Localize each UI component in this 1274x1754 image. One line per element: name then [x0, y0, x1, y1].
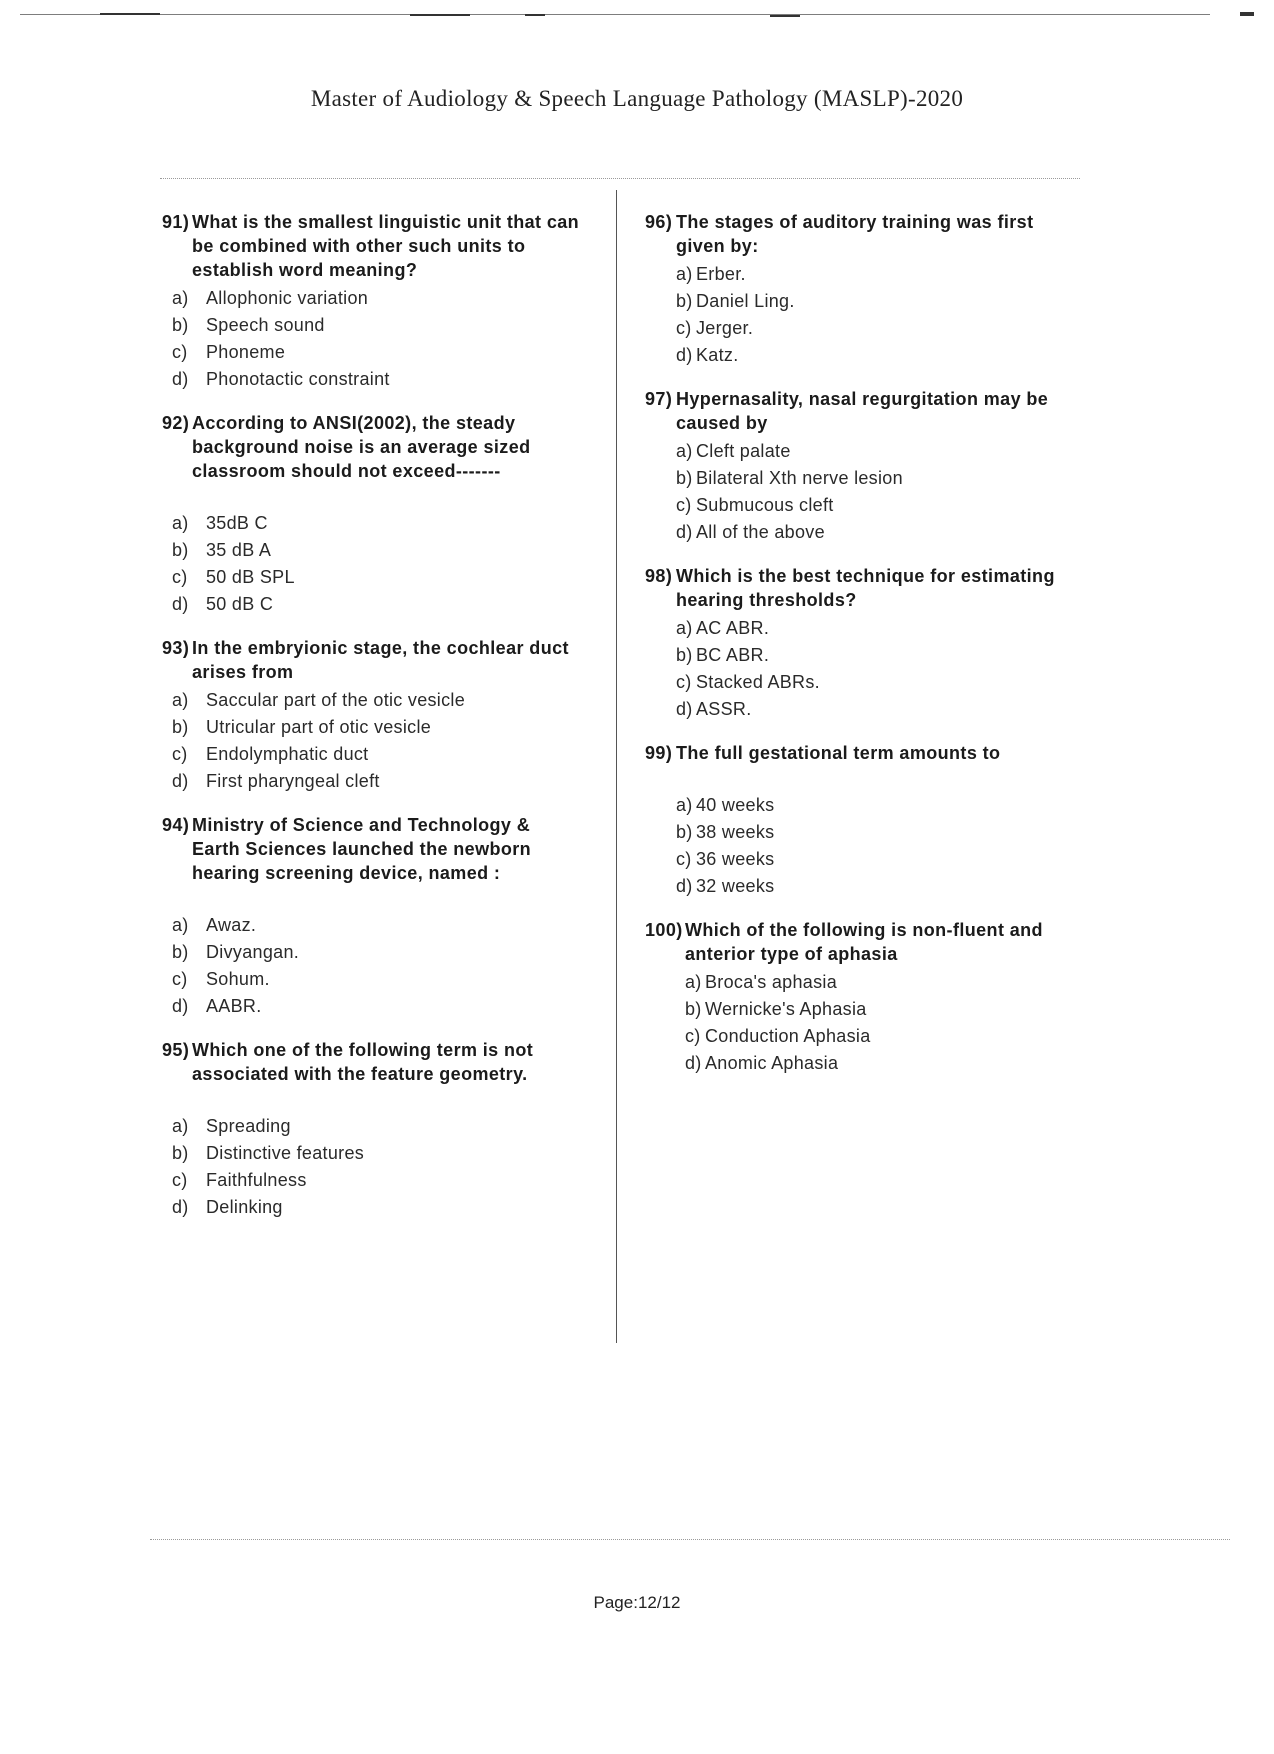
- option-letter: c): [172, 744, 188, 764]
- page-title: Master of Audiology & Speech Language Pathology (MASLP)-2020: [310, 86, 964, 111]
- answer-option: [172, 537, 582, 564]
- question-stem: [162, 411, 582, 483]
- option-letter: a): [172, 915, 189, 935]
- answer-option: [172, 687, 582, 714]
- answer-options: [162, 510, 582, 618]
- answer-option: [676, 819, 1085, 846]
- option-text: Utricular part of otic vesicle: [206, 717, 432, 737]
- question-text: Ministry of Science and Technology & Earth Sciences launched the newborn hearing screening device, named :: [192, 815, 532, 883]
- answer-option: [676, 792, 1085, 819]
- answer-option: [676, 342, 1085, 369]
- answer-option: [676, 846, 1085, 873]
- answer-options: [645, 969, 1085, 1077]
- scan-border-line: [20, 14, 1210, 15]
- option-text: AC ABR.: [696, 618, 770, 638]
- option-text: Broca's aphasia: [705, 972, 838, 992]
- answer-option: [172, 1167, 582, 1194]
- option-text: Awaz.: [206, 915, 257, 935]
- question-item: [645, 741, 1085, 900]
- question-number: 100): [645, 920, 683, 940]
- option-letter: d): [172, 1197, 189, 1217]
- option-letter: b): [172, 942, 189, 962]
- option-text: 35 dB A: [206, 540, 272, 560]
- option-letter: a): [172, 1116, 189, 1136]
- option-letter: d): [685, 1053, 702, 1073]
- question-text: In the embryionic stage, the cochlear duct arises from: [192, 638, 569, 682]
- option-text: Divyangan.: [206, 942, 300, 962]
- answer-option: [676, 288, 1085, 315]
- option-text: 50 dB C: [206, 594, 274, 614]
- option-letter: b): [685, 999, 702, 1019]
- answer-option: [676, 642, 1085, 669]
- option-text: ASSR.: [696, 699, 752, 719]
- question-item: [162, 411, 582, 618]
- answer-options: [162, 687, 582, 795]
- answer-options: [645, 792, 1085, 900]
- column-divider: [616, 190, 617, 1343]
- option-text: 35dB C: [206, 513, 268, 533]
- option-letter: a): [172, 513, 189, 533]
- option-letter: d): [172, 594, 189, 614]
- option-text: Phoneme: [206, 342, 286, 362]
- answer-options: [645, 438, 1085, 546]
- question-text: The full gestational term amounts to: [676, 743, 1001, 763]
- question-item: [645, 210, 1085, 369]
- option-letter: b): [172, 717, 189, 737]
- answer-option: [172, 564, 582, 591]
- option-letter: c): [172, 969, 188, 989]
- question-item: [162, 636, 582, 795]
- question-item: [645, 564, 1085, 723]
- question-stem: [162, 1038, 582, 1086]
- question-stem: [645, 564, 1085, 612]
- option-text: Stacked ABRs.: [696, 672, 820, 692]
- option-text: Speech sound: [206, 315, 325, 335]
- option-text: Erber.: [696, 264, 746, 284]
- question-stem: [162, 813, 582, 885]
- question-stem: [645, 210, 1085, 258]
- option-letter: c): [676, 495, 692, 515]
- option-letter: a): [676, 264, 693, 284]
- option-letter: d): [172, 771, 189, 791]
- option-text: Jerger.: [696, 318, 754, 338]
- answer-option: [172, 1113, 582, 1140]
- option-text: Submucous cleft: [696, 495, 834, 515]
- option-text: Sohum.: [206, 969, 270, 989]
- option-letter: b): [172, 1143, 189, 1163]
- scan-mark: [410, 14, 470, 16]
- header-divider: [160, 178, 1080, 179]
- question-item: [162, 1038, 582, 1221]
- question-stem: [645, 918, 1085, 966]
- option-letter: a): [676, 618, 693, 638]
- question-item: [162, 813, 582, 1020]
- question-item: [645, 387, 1085, 546]
- option-text: Phonotactic constraint: [206, 369, 390, 389]
- scan-mark: [100, 13, 160, 15]
- answer-option: [676, 696, 1085, 723]
- option-letter: d): [676, 522, 693, 542]
- question-number: 98): [645, 566, 673, 586]
- answer-option: [172, 591, 582, 618]
- answer-option: [685, 969, 1085, 996]
- answer-option: [172, 768, 582, 795]
- answer-option: [685, 1050, 1085, 1077]
- option-letter: d): [676, 345, 693, 365]
- option-text: Conduction Aphasia: [705, 1026, 871, 1046]
- option-letter: d): [676, 876, 693, 896]
- option-text: 40 weeks: [696, 795, 775, 815]
- answer-option: [676, 492, 1085, 519]
- option-letter: b): [172, 540, 189, 560]
- question-stem: [645, 387, 1085, 435]
- left-column: [162, 210, 582, 1239]
- option-letter: c): [172, 342, 188, 362]
- question-number: 94): [162, 815, 190, 835]
- option-letter: b): [676, 468, 693, 488]
- option-letter: b): [676, 822, 693, 842]
- answer-option: [685, 996, 1085, 1023]
- answer-option: [172, 312, 582, 339]
- answer-option: [172, 966, 582, 993]
- answer-option: [676, 873, 1085, 900]
- question-item: [162, 210, 582, 393]
- option-text: Allophonic variation: [206, 288, 369, 308]
- question-stem: [162, 210, 582, 282]
- question-text: According to ANSI(2002), the steady background noise is an average sized classroom should not exceed-------: [192, 413, 531, 481]
- answer-options: [162, 285, 582, 393]
- option-text: 32 weeks: [696, 876, 775, 896]
- option-letter: c): [676, 672, 692, 692]
- question-stem: [645, 741, 1085, 765]
- option-text: All of the above: [696, 522, 825, 542]
- question-number: 95): [162, 1040, 190, 1060]
- option-text: Bilateral Xth nerve lesion: [696, 468, 903, 488]
- option-text: Katz.: [696, 345, 739, 365]
- option-letter: d): [172, 996, 189, 1016]
- answer-option: [172, 993, 582, 1020]
- question-stem: [162, 636, 582, 684]
- option-text: 36 weeks: [696, 849, 775, 869]
- option-letter: d): [676, 699, 693, 719]
- answer-option: [172, 912, 582, 939]
- option-text: Delinking: [206, 1197, 283, 1217]
- option-text: AABR.: [206, 996, 262, 1016]
- answer-option: [172, 714, 582, 741]
- spacer: [162, 483, 582, 507]
- option-text: 38 weeks: [696, 822, 775, 842]
- option-letter: a): [685, 972, 702, 992]
- answer-option: [676, 438, 1085, 465]
- answer-options: [645, 615, 1085, 723]
- answer-option: [172, 366, 582, 393]
- spacer: [645, 765, 1085, 789]
- answer-option: [676, 669, 1085, 696]
- option-letter: a): [172, 690, 189, 710]
- option-letter: a): [676, 795, 693, 815]
- answer-option: [172, 1140, 582, 1167]
- answer-option: [676, 465, 1085, 492]
- answer-option: [676, 615, 1085, 642]
- option-text: Cleft palate: [696, 441, 791, 461]
- scan-mark: [525, 14, 545, 16]
- question-text: Which one of the following term is not associated with the feature geometry.: [192, 1040, 534, 1084]
- answer-option: [676, 261, 1085, 288]
- option-letter: c): [685, 1026, 701, 1046]
- question-number: 97): [645, 389, 673, 409]
- answer-options: [162, 912, 582, 1020]
- answer-option: [676, 315, 1085, 342]
- answer-option: [172, 339, 582, 366]
- answer-option: [676, 519, 1085, 546]
- option-letter: b): [676, 645, 693, 665]
- option-text: BC ABR.: [696, 645, 770, 665]
- answer-option: [172, 285, 582, 312]
- option-letter: a): [172, 288, 189, 308]
- question-text: Which of the following is non-fluent and anterior type of aphasia: [685, 920, 1043, 964]
- option-letter: b): [172, 315, 189, 335]
- question-text: Which is the best technique for estimating hearing thresholds?: [676, 566, 1055, 610]
- question-text: Hypernasality, nasal regurgitation may be caused by: [676, 389, 1049, 433]
- answer-option: [172, 939, 582, 966]
- answer-option: [172, 741, 582, 768]
- option-text: Anomic Aphasia: [705, 1053, 839, 1073]
- option-text: Faithfulness: [206, 1170, 307, 1190]
- footer-divider: [150, 1539, 1230, 1540]
- question-item: [645, 918, 1085, 1077]
- question-number: 96): [645, 212, 673, 232]
- option-text: Endolymphatic duct: [206, 744, 369, 764]
- question-number: 93): [162, 638, 190, 658]
- option-letter: c): [172, 567, 188, 587]
- option-letter: d): [172, 369, 189, 389]
- option-text: Distinctive features: [206, 1143, 365, 1163]
- option-text: First pharyngeal cleft: [206, 771, 380, 791]
- page-number: Page:12/12: [593, 1593, 681, 1612]
- spacer: [162, 885, 582, 909]
- answer-options: [162, 1113, 582, 1221]
- option-letter: a): [676, 441, 693, 461]
- question-number: 91): [162, 212, 190, 232]
- option-letter: b): [676, 291, 693, 311]
- answer-option: [172, 510, 582, 537]
- option-letter: c): [172, 1170, 188, 1190]
- spacer: [162, 1086, 582, 1110]
- scan-mark: [770, 15, 800, 17]
- option-text: Spreading: [206, 1116, 291, 1136]
- scan-mark: [1240, 12, 1254, 16]
- option-text: Wernicke's Aphasia: [705, 999, 867, 1019]
- option-letter: c): [676, 318, 692, 338]
- answer-option: [685, 1023, 1085, 1050]
- answer-options: [645, 261, 1085, 369]
- question-number: 99): [645, 743, 673, 763]
- option-text: Saccular part of the otic vesicle: [206, 690, 466, 710]
- question-text: What is the smallest linguistic unit that can be combined with other such units to establish word meaning?: [192, 212, 580, 280]
- option-letter: c): [676, 849, 692, 869]
- right-column: [645, 210, 1085, 1095]
- option-text: 50 dB SPL: [206, 567, 295, 587]
- question-text: The stages of auditory training was first given by:: [676, 212, 1034, 256]
- option-text: Daniel Ling.: [696, 291, 795, 311]
- question-number: 92): [162, 413, 190, 433]
- answer-option: [172, 1194, 582, 1221]
